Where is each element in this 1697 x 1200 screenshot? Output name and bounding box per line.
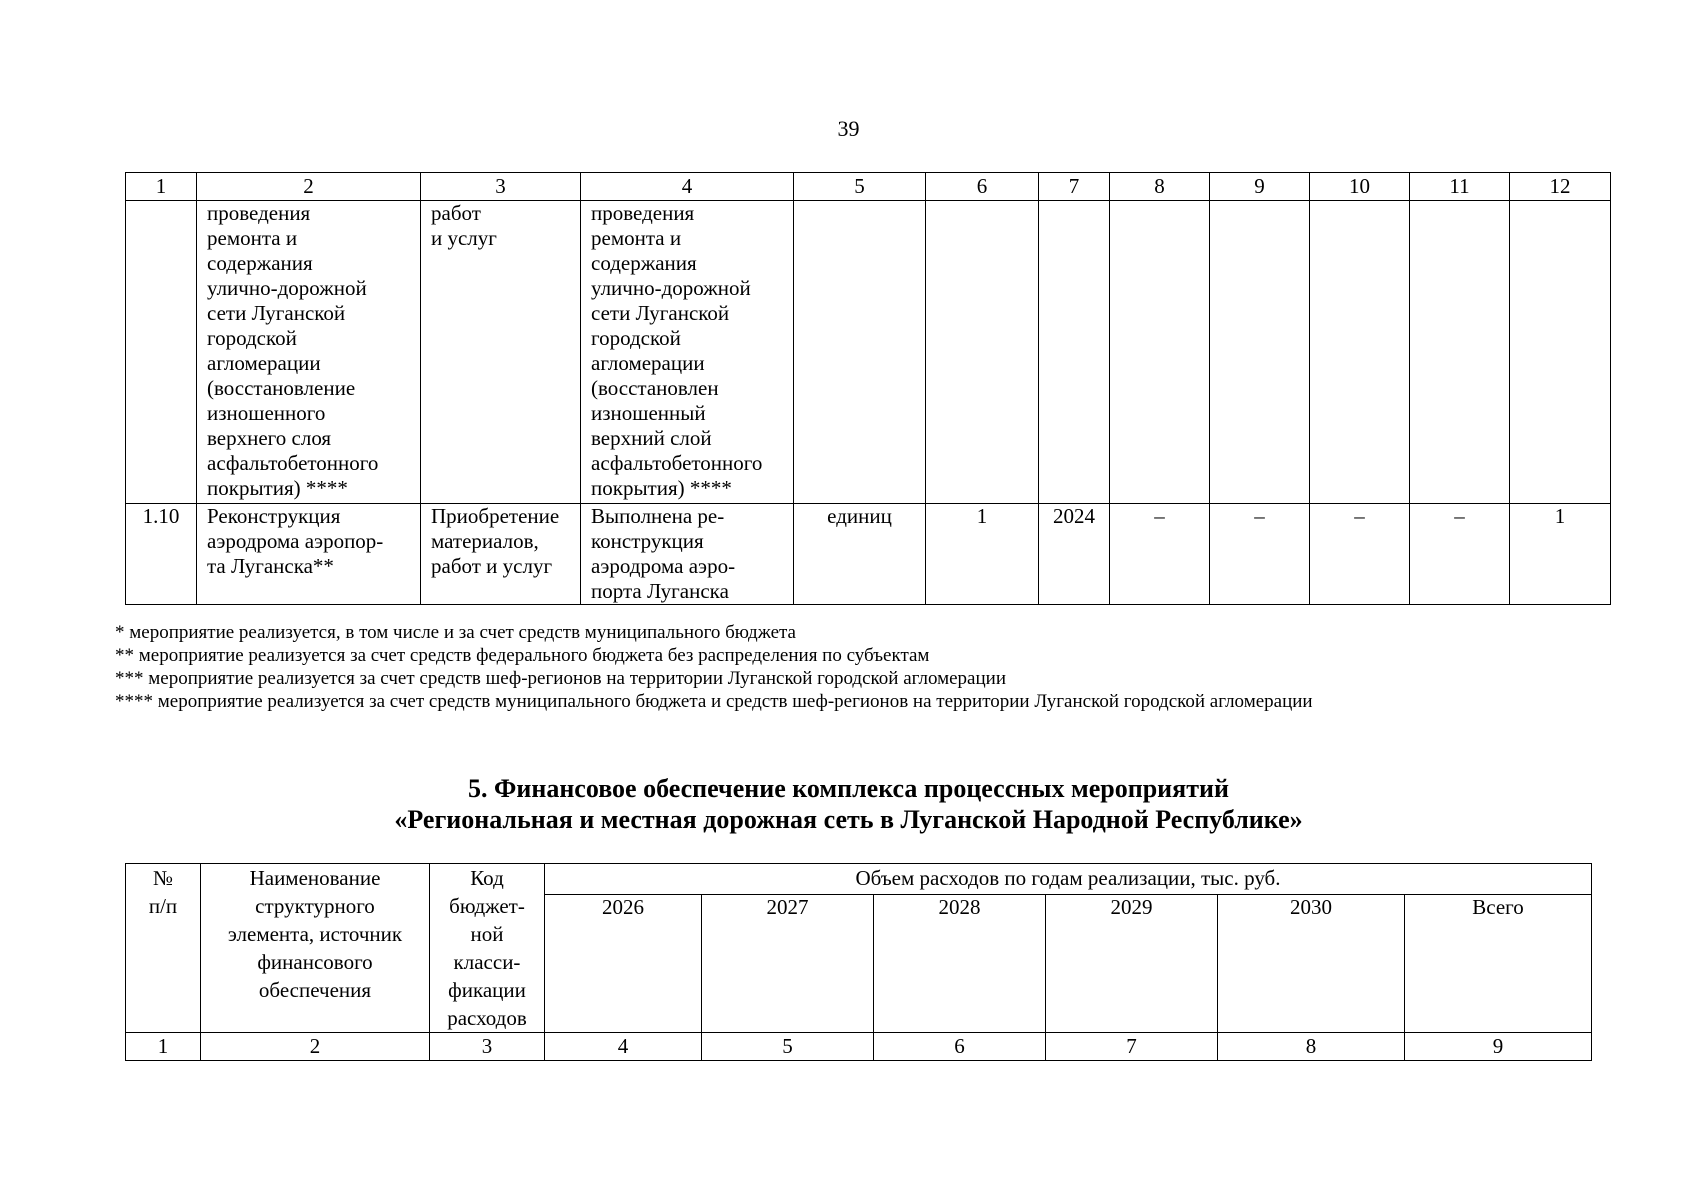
year-cell: 2024 [1039, 504, 1110, 605]
measure-type: Приобретение материалов, работ и услуг [421, 504, 581, 605]
column-number: 5 [702, 1033, 874, 1061]
table-cell [794, 201, 926, 504]
year-header: 2028 [874, 895, 1046, 1033]
header-cell: 5 [794, 173, 926, 201]
page-number: 39 [837, 116, 860, 141]
header-cell: 12 [1510, 173, 1611, 201]
header-cell: 4 [581, 173, 794, 201]
value-cell: 1 [926, 504, 1039, 605]
column-number: 7 [1046, 1033, 1218, 1061]
table-cell: проведения ремонта и содержания улично-дорожной сети Луганской городской агломерации (восстановлен изношенный верхний слой асфальтобетонного покрытия) **** [581, 201, 794, 504]
header-cell: 2 [197, 173, 421, 201]
footnote: **** мероприятие реализуется за счет средств муниципального бюджета и средств шеф-регионов на территории Луганской городской агломерации [115, 691, 1313, 712]
header-cell: 3 [421, 173, 581, 201]
value-cell: – [1110, 504, 1210, 605]
table-cell [1110, 201, 1210, 504]
column-number: 2 [201, 1033, 430, 1061]
footnotes [115, 621, 1595, 713]
column-number-row [126, 173, 1611, 201]
row-number: 1.10 [126, 504, 197, 605]
table-cell [1039, 201, 1110, 504]
header-row [126, 864, 1592, 895]
year-header: 2026 [545, 895, 702, 1033]
table-cell: работ и услуг [421, 201, 581, 504]
column-number-row [126, 1033, 1592, 1061]
value-cell: 1 [1510, 504, 1611, 605]
year-header: 2030 [1218, 895, 1405, 1033]
header-cell: 11 [1410, 173, 1510, 201]
header-cell: 8 [1110, 173, 1210, 201]
footnote: ** мероприятие реализуется за счет средств федерального бюджета без распределения по субъектам [115, 645, 930, 666]
year-header: 2027 [702, 895, 874, 1033]
table-row-1-10 [126, 504, 1611, 605]
measures-table [125, 172, 1611, 605]
section-title [0, 773, 1697, 835]
total-header: Всего [1405, 895, 1592, 1033]
section-title-line1: 5. Финансовое обеспечение комплекса процессных мероприятий [468, 774, 1229, 803]
table-cell: проведения ремонта и содержания улично-дорожной сети Луганской городской агломерации (восстановление изношенного верхнего слоя асфальтобетонного покрытия) **** [197, 201, 421, 504]
value-cell: – [1410, 504, 1510, 605]
column-number: 3 [430, 1033, 545, 1061]
table-cell [126, 201, 197, 504]
financing-table [125, 863, 1592, 1061]
header-cell: 6 [926, 173, 1039, 201]
header-num: № п/п [126, 864, 201, 1033]
value-cell: – [1210, 504, 1310, 605]
header-code: Код бюджет- ной класси- фикации расходов [430, 864, 545, 1033]
column-number: 9 [1405, 1033, 1592, 1061]
header-cell: 1 [126, 173, 197, 201]
header-cell: 10 [1310, 173, 1410, 201]
measure-result: Выполнена ре- конструкция аэродрома аэро- порта Луганска [581, 504, 794, 605]
table-cell [1210, 201, 1310, 504]
column-number: 4 [545, 1033, 702, 1061]
header-cell: 7 [1039, 173, 1110, 201]
table-cell [1310, 201, 1410, 504]
header-name: Наименование структурного элемента, источник финансового обеспечения [201, 864, 430, 1033]
footnote: * мероприятие реализуется, в том числе и за счет средств муниципального бюджета [115, 622, 796, 643]
unit-cell: единиц [794, 504, 926, 605]
header-expenses-span: Объем расходов по годам реализации, тыс. руб. [545, 864, 1592, 895]
footnote: *** мероприятие реализуется за счет средств шеф-регионов на территории Луганской городской агломерации [115, 668, 1006, 689]
value-cell: – [1310, 504, 1410, 605]
year-header: 2029 [1046, 895, 1218, 1033]
table-cell [926, 201, 1039, 504]
header-cell: 9 [1210, 173, 1310, 201]
column-number: 1 [126, 1033, 201, 1061]
table-cell [1410, 201, 1510, 504]
section-title-line2: «Региональная и местная дорожная сеть в Луганской Народной Республике» [394, 805, 1303, 834]
column-number: 6 [874, 1033, 1046, 1061]
table-cell [1510, 201, 1611, 504]
measure-name: Реконструкция аэродрома аэропор- та Луганска** [197, 504, 421, 605]
table-row-continued [126, 201, 1611, 504]
column-number: 8 [1218, 1033, 1405, 1061]
